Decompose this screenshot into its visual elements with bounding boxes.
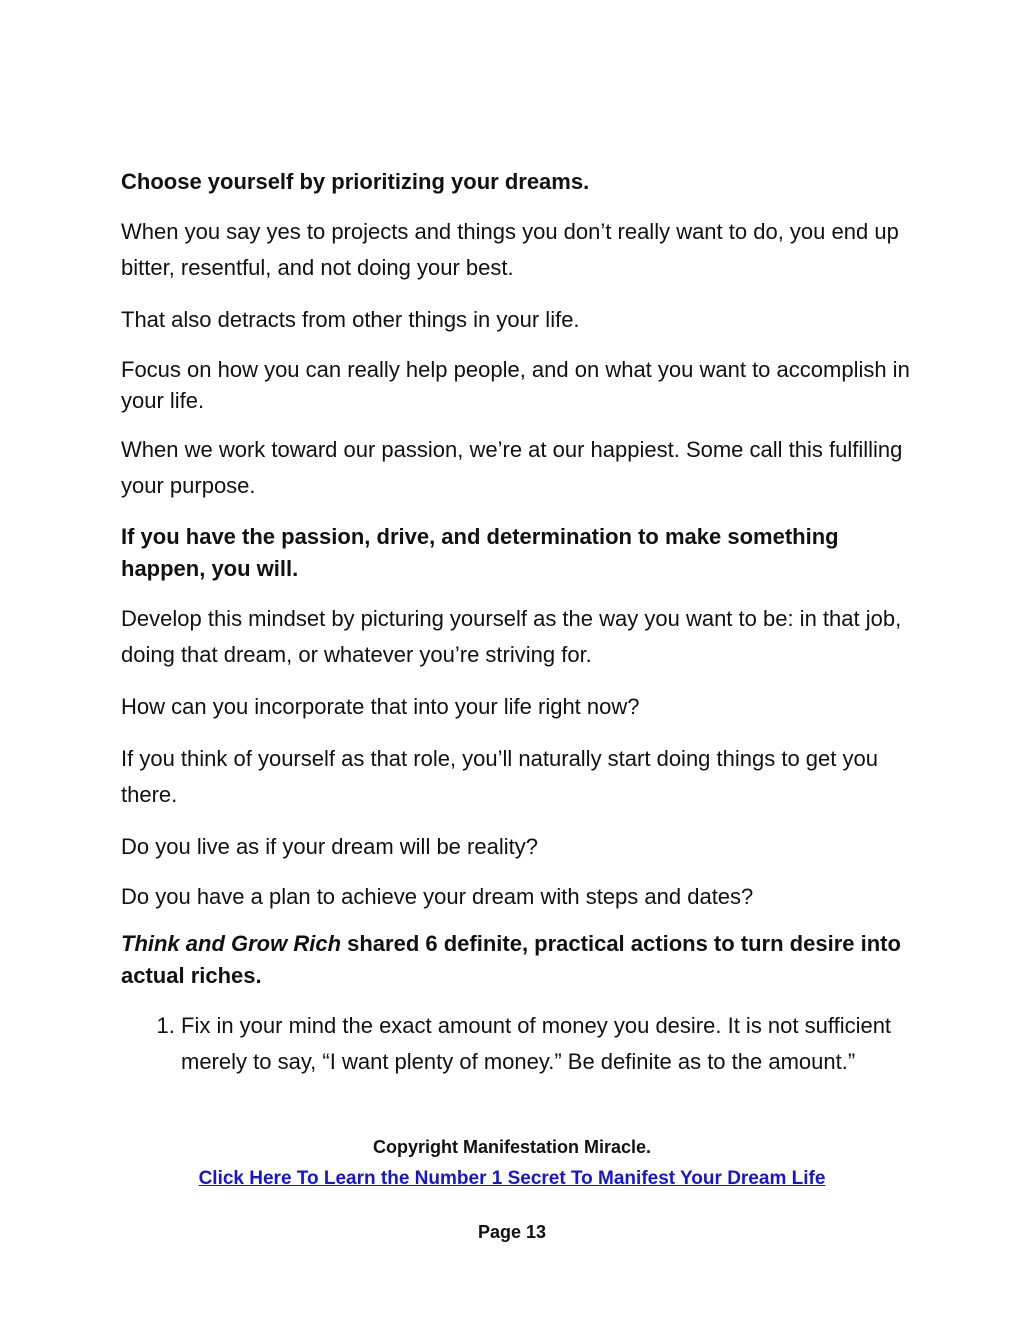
book-heading (121, 928, 911, 992)
page-content (121, 166, 911, 1080)
book-title: Think and Grow Rich (121, 931, 342, 956)
footer-link-row (0, 1168, 1024, 1190)
paragraph: How can you incorporate that into your life right now? (121, 694, 640, 719)
page-number: Page 13 (477, 1222, 547, 1242)
paragraph: Focus on how you can really help people, and on what you want to accomplish in your life. (121, 357, 910, 413)
paragraph: Do you live as if your dream will be reality? (121, 834, 538, 859)
emphasis-heading: If you have the passion, drive, and determination to make something happen, you will. (121, 524, 839, 581)
book-heading-rest: shared 6 definite, practical actions to turn desire into actual riches. (121, 931, 901, 988)
paragraph: Do you have a plan to achieve your dream with steps and dates? (121, 884, 754, 909)
action-list (121, 1008, 911, 1080)
paragraph: When you say yes to projects and things you don’t really want to do, you end up bitter, resentful, and not doing your best. (121, 219, 899, 280)
copyright-notice: Copyright Manifestation Miracle. (372, 1137, 652, 1157)
section-heading: Choose yourself by prioritizing your dreams. (121, 169, 590, 194)
manifest-secret-link[interactable]: Click Here To Learn the Number 1 Secret To Manifest Your Dream Life (198, 1168, 826, 1189)
paragraph: When we work toward our passion, we’re at our happiest. Some call this fulfilling your purpose. (121, 437, 903, 498)
paragraph: That also detracts from other things in your life. (121, 307, 580, 332)
paragraph: Develop this mindset by picturing yourself as the way you want to be: in that job, doing that dream, or whatever you’re striving for. (121, 606, 902, 667)
list-item: 1. Fix in your mind the exact amount of money you desire. It is not sufficient merely to say, “I want plenty of money.” Be definite as to the amount.” (181, 1008, 911, 1080)
paragraph: If you think of yourself as that role, you’ll naturally start doing things to get you there. (121, 746, 878, 807)
